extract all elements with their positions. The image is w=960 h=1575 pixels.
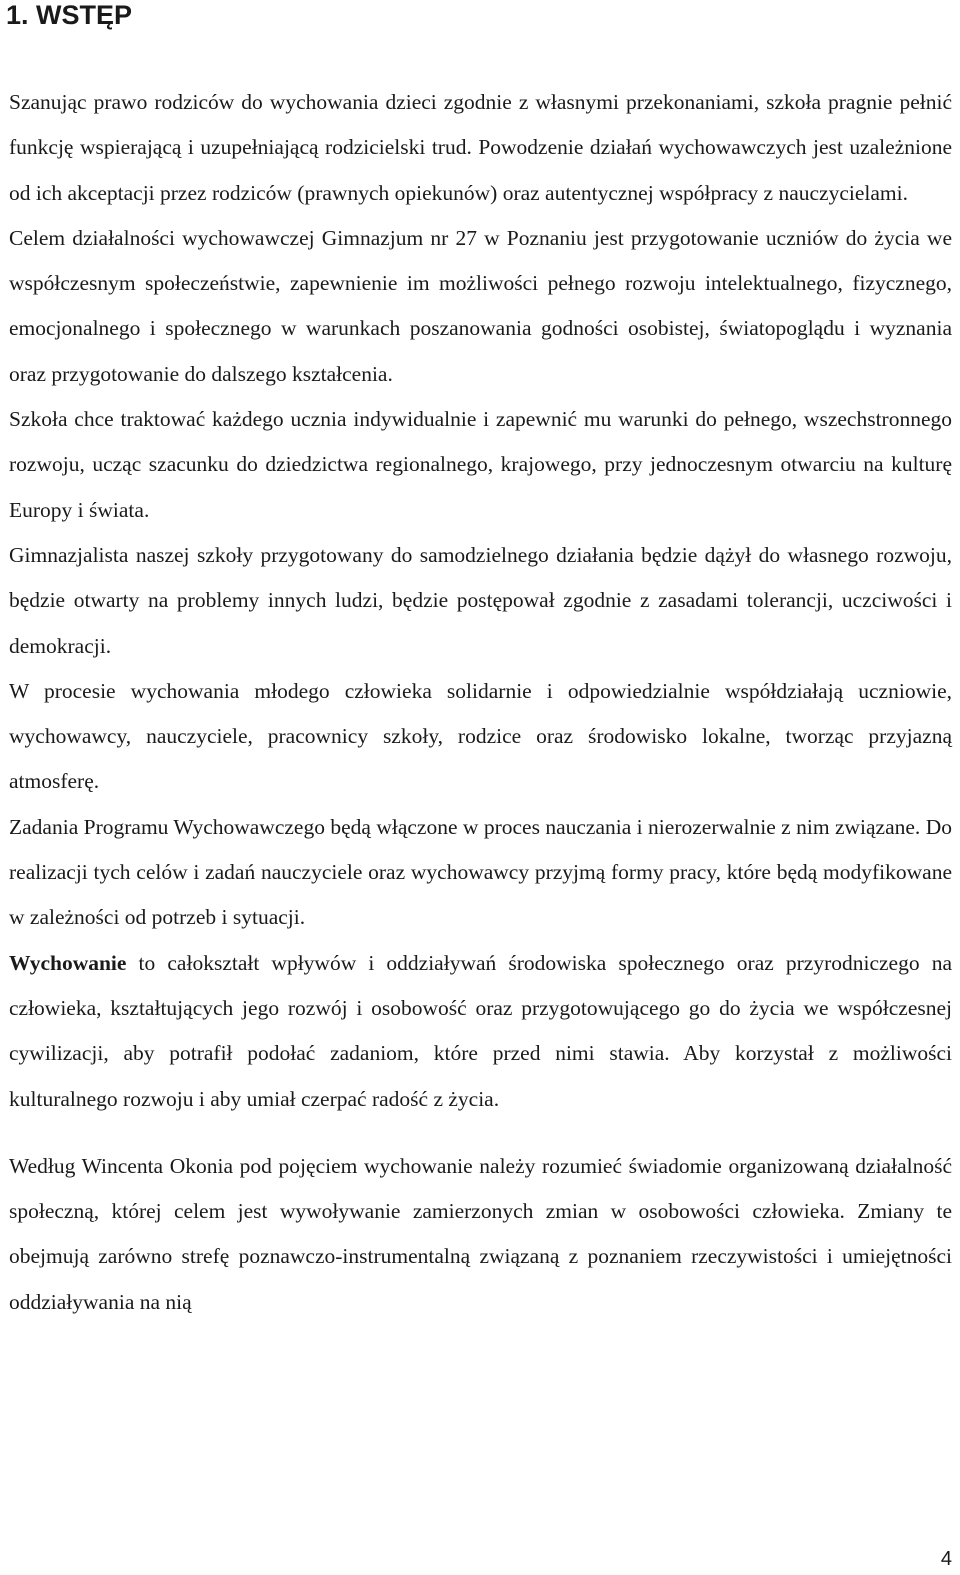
paragraph-okon-definition: Według Wincenta Okonia pod pojęciem wychowanie należy rozumieć świadomie organizowaną działalność społeczną, której celem jest wywoływanie zamierzonych zmian w osobowości człowieka. Zmiany te obejmują zarówno strefę poznawczo-instrumentalną związaną z poznaniem rzeczywistości i umiejętności oddziaływania na nią — [9, 1153, 952, 1314]
page-number: 4 — [940, 1548, 952, 1570]
paragraph-school-goal: Celem działalności wychowawczej Gimnazjum nr 27 w Poznaniu jest przygotowanie uczniów do życia we współczesnym społeczeństwie, zapewnienie im możliwości pełnego rozwoju intelektualnego, fizycznego, emocjonalnego i społecznego w warunkach poszanowania godności osobistej, światopoglądu i wyznania oraz przygotowanie do dalszego kształcenia. — [9, 225, 952, 386]
paragraph-individual-approach: Szkoła chce traktować każdego ucznia indywidualnie i zapewnić mu warunki do pełnego, wszechstronnego rozwoju, ucząc szacunku do dziedzictwa regionalnego, krajowego, przy jednoczesnym otwarciu na kulturę Europy i świata. — [9, 407, 952, 522]
document-body — [9, 80, 952, 1325]
paragraph-program-tasks: Zadania Programu Wychowawczego będą włączone w proces nauczania i nierozerwalnie z nim związane. Do realizacji tych celów i zadań nauczyciele oraz wychowawcy przyjmą formy pracy, które będą modyfikowane w zależności od potrzeb i sytuacji. — [9, 814, 952, 930]
section-heading: 1. WSTĘP — [6, 0, 133, 30]
definition-text: to całokształt wpływów i oddziaływań środowiska społecznego oraz przyrodniczego na człowieka, kształtujących jego rozwój i osobowość oraz przygotowującego go do życia we współczesnej cywilizacji, aby potrafił podołać zadaniom, które przed nimi stawia. Aby korzystał z możliwości kulturalnego rozwoju i aby umiał czerpać radość z życia. — [9, 950, 952, 1111]
paragraph-cooperation: W procesie wychowania młodego człowieka solidarnie i odpowiedzialnie współdziałają uczniowie, wychowawcy, nauczyciele, pracownicy szkoły, rodzice oraz środowisko lokalne, tworząc przyjazną atmosferę. — [9, 678, 952, 794]
paragraph-student-profile: Gimnazjalista naszej szkoły przygotowany do samodzielnego działania będzie dążył do własnego rozwoju, będzie otwarty na problemy innych ludzi, będzie postępował zgodnie z zasadami tolerancji, uczciwości i demokracji. — [9, 542, 952, 658]
paragraph-parents-rights: Szanując prawo rodziców do wychowania dzieci zgodnie z własnymi przekonaniami, szkoła pragnie pełnić funkcję wspierającą i uzupełniającą rodzicielski trud. Powodzenie działań wychowawczych jest uzależnione od ich akceptacji przez rodziców (prawnych opiekunów) oraz autentycznej współpracy z nauczycielami. — [9, 90, 952, 205]
paragraph-definition — [9, 941, 952, 1122]
defined-term: Wychowanie — [9, 950, 127, 975]
